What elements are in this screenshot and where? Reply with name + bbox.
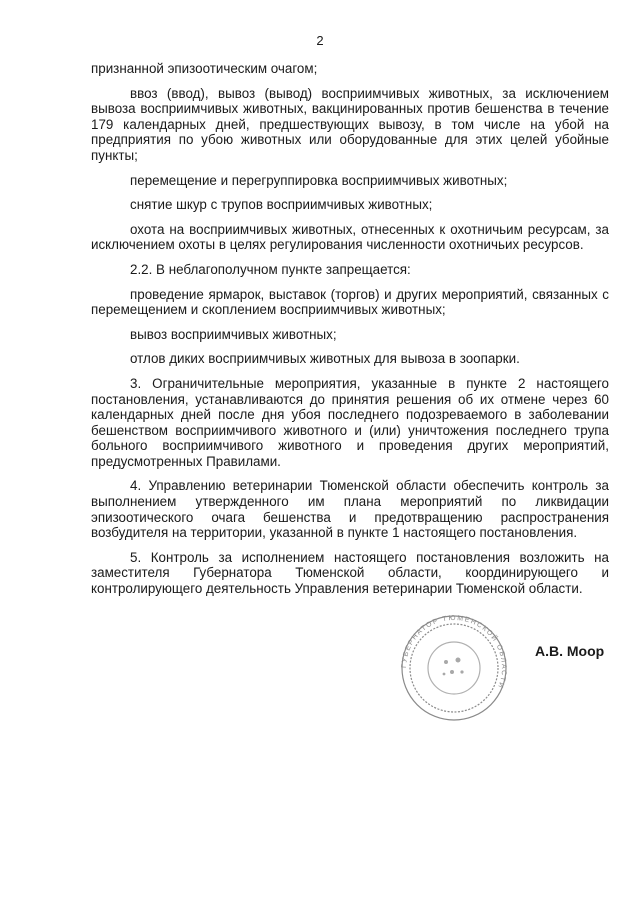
paragraph: 2.2. В неблагополучном пункте запрещается: [130, 261, 411, 277]
paragraph: охота на восприимчивых животных, отнесенных к охотничьим ресурсам, за исключением охоты в целях регулирования численности охотничьих ресурсов. [91, 221, 609, 253]
paragraph: признанной эпизоотическим очагом; [91, 61, 318, 76]
page-number: 2 [316, 33, 324, 48]
paragraph: перемещение и перегруппировка восприимчивых животных; [130, 172, 508, 188]
paragraph: проведение ярмарок, выставок (торгов) и других мероприятий, связанных с перемещением и скоплением восприимчивых животных; [91, 286, 609, 318]
stamp-text: ГУБЕРНАТОР ТЮМЕНСКОЙ ОБЛАСТИ [400, 614, 508, 690]
paragraph: ввоз (ввод), вывоз (вывод) восприимчивых животных, за исключением вывоза восприимчивых животных, вакцинированных против бешенства в течение 179 календарных дней, предшествующих вывозу, в том числе на убой на предприятия по убою животных или оборудованные для этих целей убойные пункты; [91, 85, 609, 163]
paragraph: снятие шкур с трупов восприимчивых животных; [130, 197, 433, 213]
paragraph: 5. Контроль за исполнением настоящего постановления возложить на заместителя Губернатора Тюменской области, координирующего и контролирующего деятельность Управления ветеринарии Тюменской области. [91, 549, 609, 597]
svg-text:ГУБЕРНАТОР ТЮМЕНСКОЙ ОБЛАСТИ [401, 615, 507, 690]
paragraph: 3. Ограничительные мероприятия, указанные в пункте 2 настоящего постановления, устанавливаются до принятия решения об их отмене через 60 календарных дней после дня убоя последнего подозреваемого в заболевании бешенством восприимчивого животного и (или) уничтожения последнего трупа больного восприимчивого животного и проведения других мероприятий, предусмотренных Правилами. [91, 375, 609, 469]
paragraph: вывоз восприимчивых животных; [130, 326, 337, 342]
signatory-name: А.В. Моор [535, 643, 605, 659]
official-stamp [398, 612, 510, 724]
paragraph: отлов диких восприимчивых животных для вывоза в зоопарки. [130, 351, 520, 367]
document-body [91, 61, 609, 597]
paragraph: 4. Управлению ветеринарии Тюменской области обеспечить контроль за выполнением утвержденного им плана мероприятий по ликвидации эпизоотического очага бешенства и предотвращению распространения возбудителя на территории, указанной в пункте 1 настоящего постановления. [91, 478, 609, 541]
